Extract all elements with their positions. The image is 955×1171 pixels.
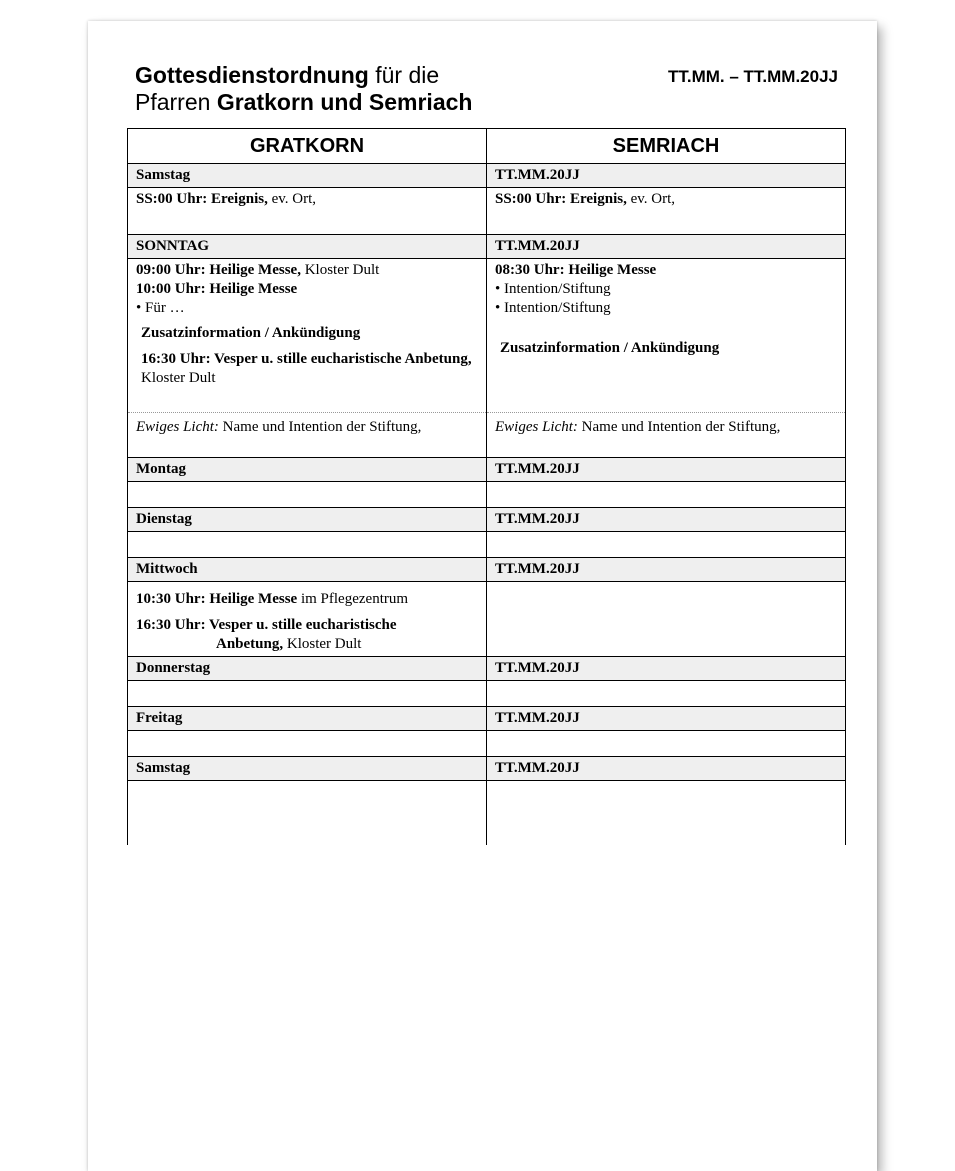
day-cell: Samstag xyxy=(128,164,487,188)
intention-bullet: • Intention/Stiftung xyxy=(495,300,611,316)
title-bold-part: Gratkorn und Semriach xyxy=(216,89,473,115)
announcement: Zusatzinformation / Ankündigung xyxy=(500,340,720,356)
table-row-day-mittwoch xyxy=(128,558,846,582)
table-row-samstag-content xyxy=(128,188,846,235)
intention-bullet: • Intention/Stiftung xyxy=(495,281,611,297)
ewiges-licht-cell-semriach xyxy=(487,413,846,458)
event-cell-semriach xyxy=(487,188,846,235)
table-row-day-samstag-2 xyxy=(128,757,846,781)
table-row-mittwoch-content xyxy=(128,582,846,657)
date-cell: TT.MM.20JJ xyxy=(487,757,846,781)
ewiges-licht-cell-gratkorn xyxy=(128,413,487,458)
midweek-cell-semriach xyxy=(487,582,846,657)
table-row-empty xyxy=(128,482,846,508)
empty-cell xyxy=(128,482,487,508)
ewiges-licht-entry: Ewiges Licht: Name und Intention der Stiftung, xyxy=(136,419,422,435)
day-cell: Mittwoch xyxy=(128,558,487,582)
day-cell: Donnerstag xyxy=(128,657,487,681)
table-row-day-freitag xyxy=(128,707,846,731)
column-header-gratkorn: GRATKORN xyxy=(128,129,487,164)
table-row-empty xyxy=(128,681,846,707)
date-cell: TT.MM.20JJ xyxy=(487,707,846,731)
empty-cell xyxy=(487,482,846,508)
midweek-cell-gratkorn xyxy=(128,582,487,657)
day-cell: Dienstag xyxy=(128,508,487,532)
sunday-cell-gratkorn xyxy=(128,259,487,413)
day-cell: Freitag xyxy=(128,707,487,731)
table-row-day-dienstag xyxy=(128,508,846,532)
ewiges-licht-entry: Ewiges Licht: Name und Intention der Stiftung, xyxy=(495,419,781,435)
mass-entry: 09:00 Uhr: Heilige Messe, Kloster Dult xyxy=(136,262,380,278)
table-header-row xyxy=(128,129,846,164)
empty-cell xyxy=(487,681,846,707)
empty-cell xyxy=(487,532,846,558)
event-cell-gratkorn xyxy=(128,188,487,235)
table-row-day-sonntag xyxy=(128,235,846,259)
date-cell: TT.MM.20JJ xyxy=(487,458,846,482)
day-cell: Montag xyxy=(128,458,487,482)
empty-cell xyxy=(128,532,487,558)
page-title xyxy=(135,62,472,116)
date-cell: TT.MM.20JJ xyxy=(487,164,846,188)
column-header-semriach: SEMRIACH xyxy=(487,129,846,164)
table-row-day-montag xyxy=(128,458,846,482)
day-cell: SONNTAG xyxy=(128,235,487,259)
date-cell: TT.MM.20JJ xyxy=(487,558,846,582)
day-cell: Samstag xyxy=(128,757,487,781)
event-entry: SS:00 Uhr: Ereignis, ev. Ort, xyxy=(495,191,676,207)
table-row-empty xyxy=(128,532,846,558)
title-regular-part: für die xyxy=(368,62,440,88)
mass-entry: 10:00 Uhr: Heilige Messe xyxy=(136,281,298,297)
announcement: Zusatzinformation / Ankündigung xyxy=(141,325,361,341)
empty-cell xyxy=(128,731,487,757)
empty-cell xyxy=(487,781,846,846)
table-row-empty xyxy=(128,731,846,757)
empty-cell xyxy=(128,681,487,707)
date-cell: TT.MM.20JJ xyxy=(487,235,846,259)
schedule-table xyxy=(127,128,846,845)
vesper-entry: 16:30 Uhr: Vesper u. stille eucharistische Anbetung, Kloster Dult xyxy=(141,351,472,386)
document-header xyxy=(88,21,877,116)
date-cell: TT.MM.20JJ xyxy=(487,508,846,532)
title-regular-part: Pfarren xyxy=(135,89,217,115)
vesper-entry-continuation: Anbetung, Kloster Dult xyxy=(216,636,362,652)
title-bold-part: Gottesdienstordnung xyxy=(135,62,369,88)
intention-bullet: • Für … xyxy=(136,300,185,316)
mass-entry: 08:30 Uhr: Heilige Messe xyxy=(495,262,657,278)
date-range: TT.MM. – TT.MM.20JJ xyxy=(667,67,838,86)
sunday-cell-semriach xyxy=(487,259,846,413)
vesper-entry: 16:30 Uhr: Vesper u. stille eucharistische xyxy=(136,617,397,633)
empty-cell xyxy=(487,731,846,757)
event-entry: SS:00 Uhr: Ereignis, ev. Ort, xyxy=(136,191,317,207)
table-row-sonntag-content xyxy=(128,259,846,413)
empty-cell xyxy=(128,781,487,846)
mass-entry: 10:30 Uhr: Heilige Messe im Pflegezentrum xyxy=(136,591,409,607)
table-row-day-donnerstag xyxy=(128,657,846,681)
document-page xyxy=(88,21,877,1171)
table-row-empty xyxy=(128,781,846,846)
table-row-ewiges-licht xyxy=(128,413,846,458)
table-row-day-samstag-1 xyxy=(128,164,846,188)
date-cell: TT.MM.20JJ xyxy=(487,657,846,681)
